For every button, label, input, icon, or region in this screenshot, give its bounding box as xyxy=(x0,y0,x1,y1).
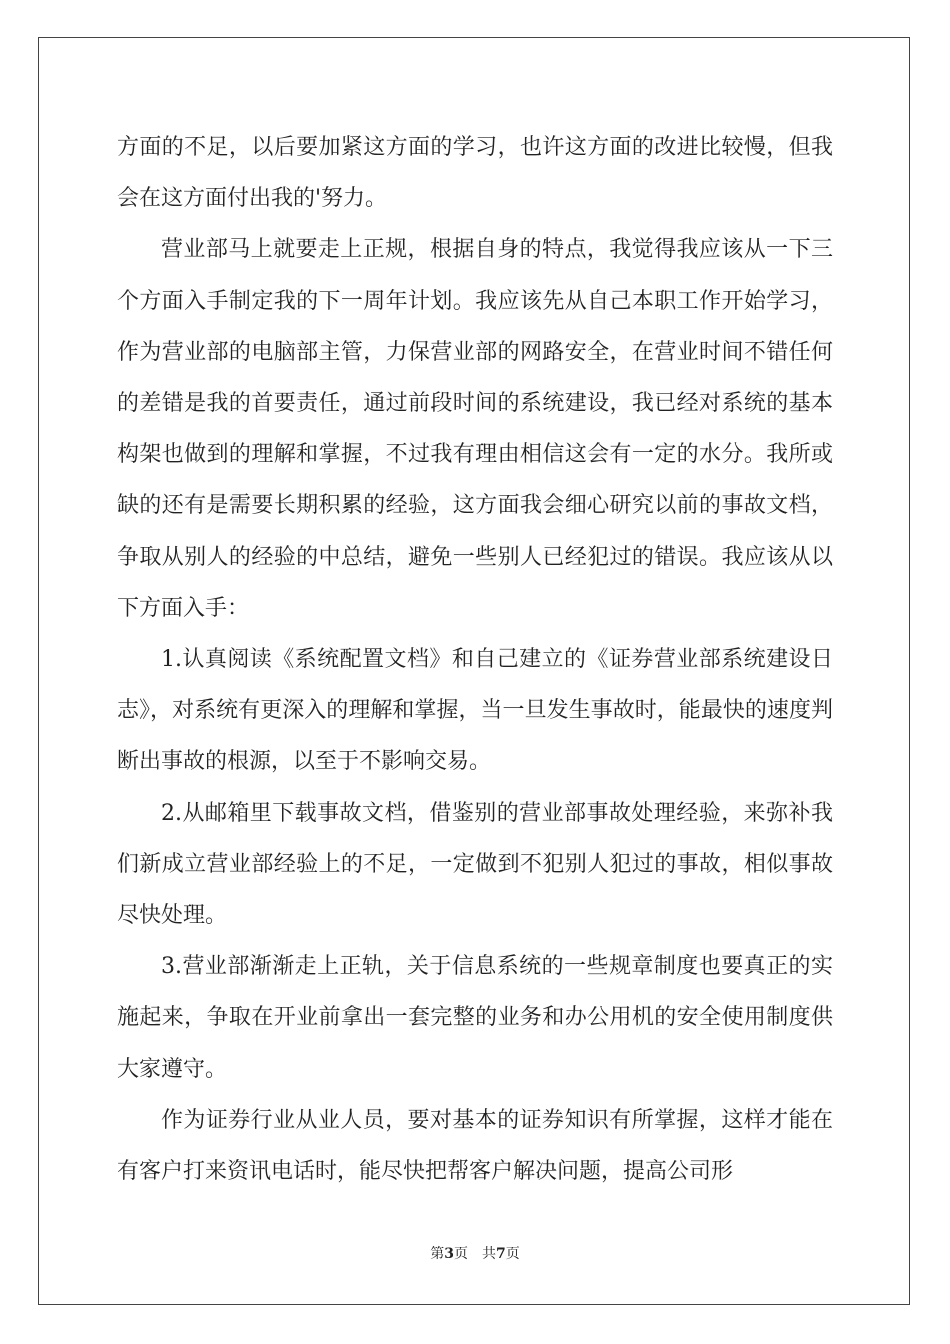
paragraph-2: 营业部马上就要走上正规，根据自身的特点，我觉得我应该从一下三个方面入手制定我的下一周年计划。我应该先从自己本职工作开始学习，作为营业部的电脑部主管，力保营业部的网路安全，在营业时间不错任何的差错是我的首要责任，通过前段时间的系统建设，我已经对系统的基本构架也做到的理解和掌握，不过我有理由相信这会有一定的水分。我所或缺的还有是需要长期积累的经验，这方面我会细心研究以前的事故文档，争取从别人的经验的中总结，避免一些别人已经犯过的错误。我应该从以下方面入手： xyxy=(117,237,833,621)
total-pages: 7 xyxy=(496,1246,506,1262)
paragraph-4: 2.从邮箱里下载事故文档，借鉴别的营业部事故处理经验，来弥补我们新成立营业部经验上的不足，一定做到不犯别人犯过的事故，相似事故尽快处理。 xyxy=(117,800,833,929)
page-prefix: 第 xyxy=(430,1246,445,1262)
page-footer xyxy=(0,1243,950,1263)
total-prefix: 共 xyxy=(482,1246,496,1262)
paragraph-6: 作为证券行业从业人员，要对基本的证券知识有所掌握，这样才能在有客户打来资讯电话时，能尽快把帮客户解决问题，提高公司形 xyxy=(117,1107,833,1185)
page-number: 3 xyxy=(444,1246,454,1262)
page-suffix: 页 xyxy=(454,1246,468,1262)
paragraph-5: 3.营业部渐渐走上正轨，关于信息系统的一些规章制度也要真正的实施起来，争取在开业前拿出一套完整的业务和办公用机的安全使用制度供大家遵守。 xyxy=(117,954,833,1082)
paragraph-1: 方面的不足，以后要加紧这方面的学习，也许这方面的改进比较慢，但我会在这方面付出我的'努力。 xyxy=(117,135,833,212)
paragraph-3: 1.认真阅读《系统配置文档》和自己建立的《证券营业部系统建设日志》，对系统有更深入的理解和掌握，当一旦发生事故时，能最快的速度判断出事故的根源，以至于不影响交易。 xyxy=(117,647,833,775)
document-body xyxy=(117,122,833,1197)
total-suffix: 页 xyxy=(505,1246,520,1262)
